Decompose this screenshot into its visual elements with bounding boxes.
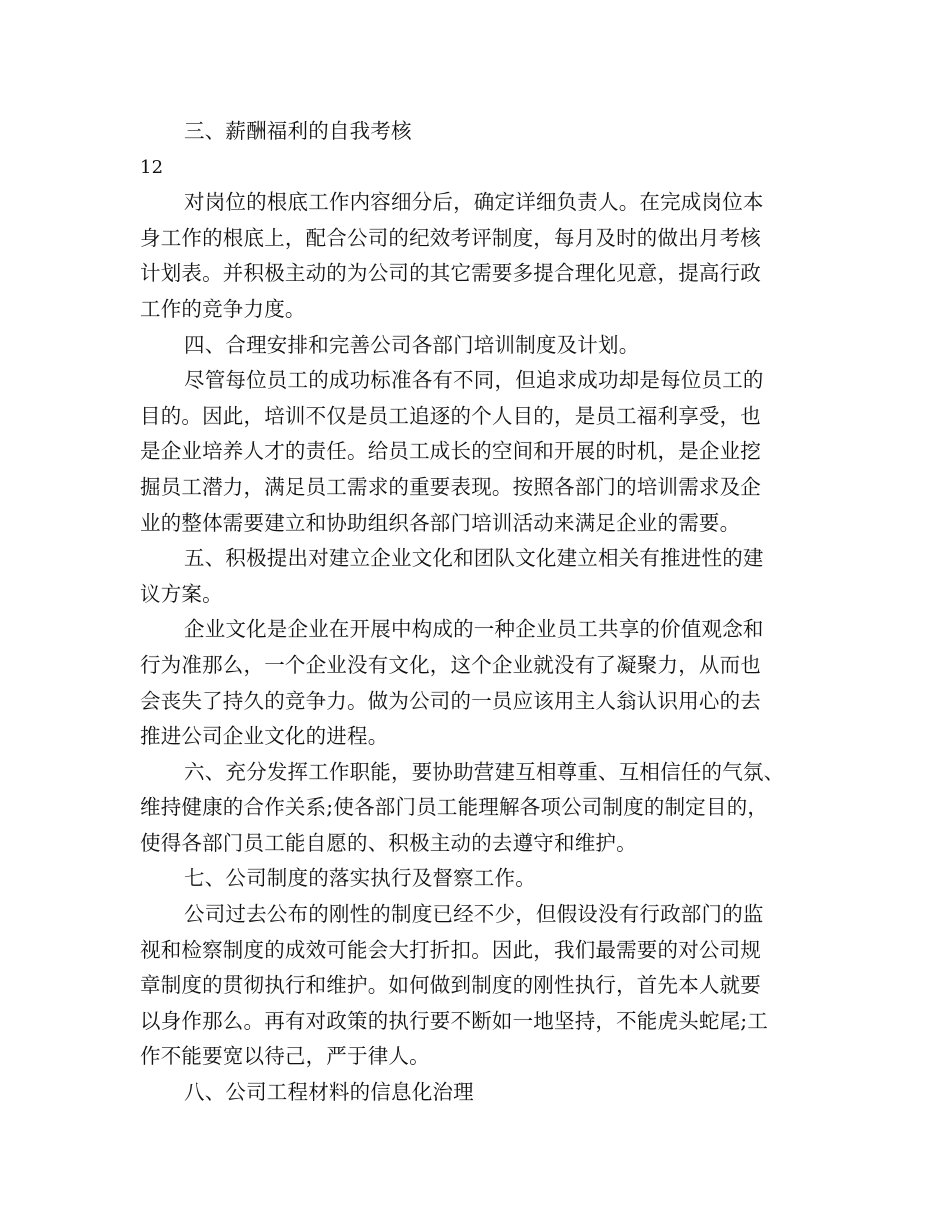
section-heading: 五、积极提出对建立企业文化和团队文化建立相关有推进性的建	[184, 546, 764, 571]
paragraph-line: 会丧失了持久的竞争力。做为公司的一员应该用主人翁认识用心的去	[140, 688, 761, 713]
paragraph-line: 视和检察制度的成效可能会大打折扣。因此，我们最需要的对公司规	[140, 937, 761, 962]
paragraph-line: 掘员工潜力，满足员工需求的重要表现。按照各部门的培训需求及企	[140, 474, 761, 499]
paragraph-line: 尽管每位员工的成功标准各有不同，但追求成功却是每位员工的	[184, 368, 764, 393]
paragraph-line: 企业文化是企业在开展中构成的一种企业员工共享的价值观念和	[184, 617, 764, 642]
paragraph-line: 行为准那么，一个企业没有文化，这个企业就没有了凝聚力，从而也	[140, 652, 761, 677]
paragraph-line: 是企业培养人才的责任。给员工成长的空间和开展的时机，是企业挖	[140, 439, 761, 464]
paragraph-line: 使得各部门员工能自愿的、积极主动的去遵守和维护。	[140, 830, 637, 855]
paragraph-line: 作不能要宽以待己，严于律人。	[140, 1044, 430, 1069]
section-heading-continued: 议方案。	[140, 581, 223, 606]
section-heading: 六、充分发挥工作职能，要协助营建互相尊重、互相信任的气氛、	[184, 759, 785, 784]
paragraph-line: 公司过去公布的刚性的制度已经不少，但假设没有行政部门的监	[184, 902, 764, 927]
page-number: 12	[140, 156, 164, 178]
paragraph-line: 目的。因此，培训不仅是员工追逐的个人目的，是员工福利享受，也	[140, 403, 761, 428]
paragraph-line: 维持健康的合作关系;使各部门员工能理解各项公司制度的制定目的，	[140, 795, 769, 820]
paragraph-line: 推进公司企业文化的进程。	[140, 724, 389, 749]
paragraph-line: 业的整体需要建立和协助组织各部门培训活动来满足企业的需要。	[140, 510, 741, 535]
paragraph-line: 计划表。并积极主动的为公司的其它需要多提合理化见意，提高行政	[140, 261, 761, 286]
document-body	[140, 114, 812, 1111]
paragraph-line: 身工作的根底上，配合公司的纪效考评制度，每月及时的做出月考核	[140, 225, 761, 250]
section-heading: 七、公司制度的落实执行及督察工作。	[184, 866, 536, 891]
paragraph-line: 以身作那么。再有对政策的执行要不断如一地坚持，不能虎头蛇尾;工	[140, 1008, 769, 1033]
paragraph-line: 对岗位的根底工作内容细分后，确定详细负责人。在完成岗位本	[184, 190, 764, 215]
section-heading: 八、公司工程材料的信息化治理	[184, 1080, 474, 1105]
paragraph-line: 章制度的贯彻执行和维护。如何做到制度的刚性执行，首先本人就要	[140, 973, 761, 998]
section-heading: 四、合理安排和完善公司各部门培训制度及计划。	[184, 332, 640, 357]
paragraph-line: 工作的竞争力度。	[140, 296, 306, 321]
section-heading: 三、薪酬福利的自我考核	[184, 119, 412, 143]
